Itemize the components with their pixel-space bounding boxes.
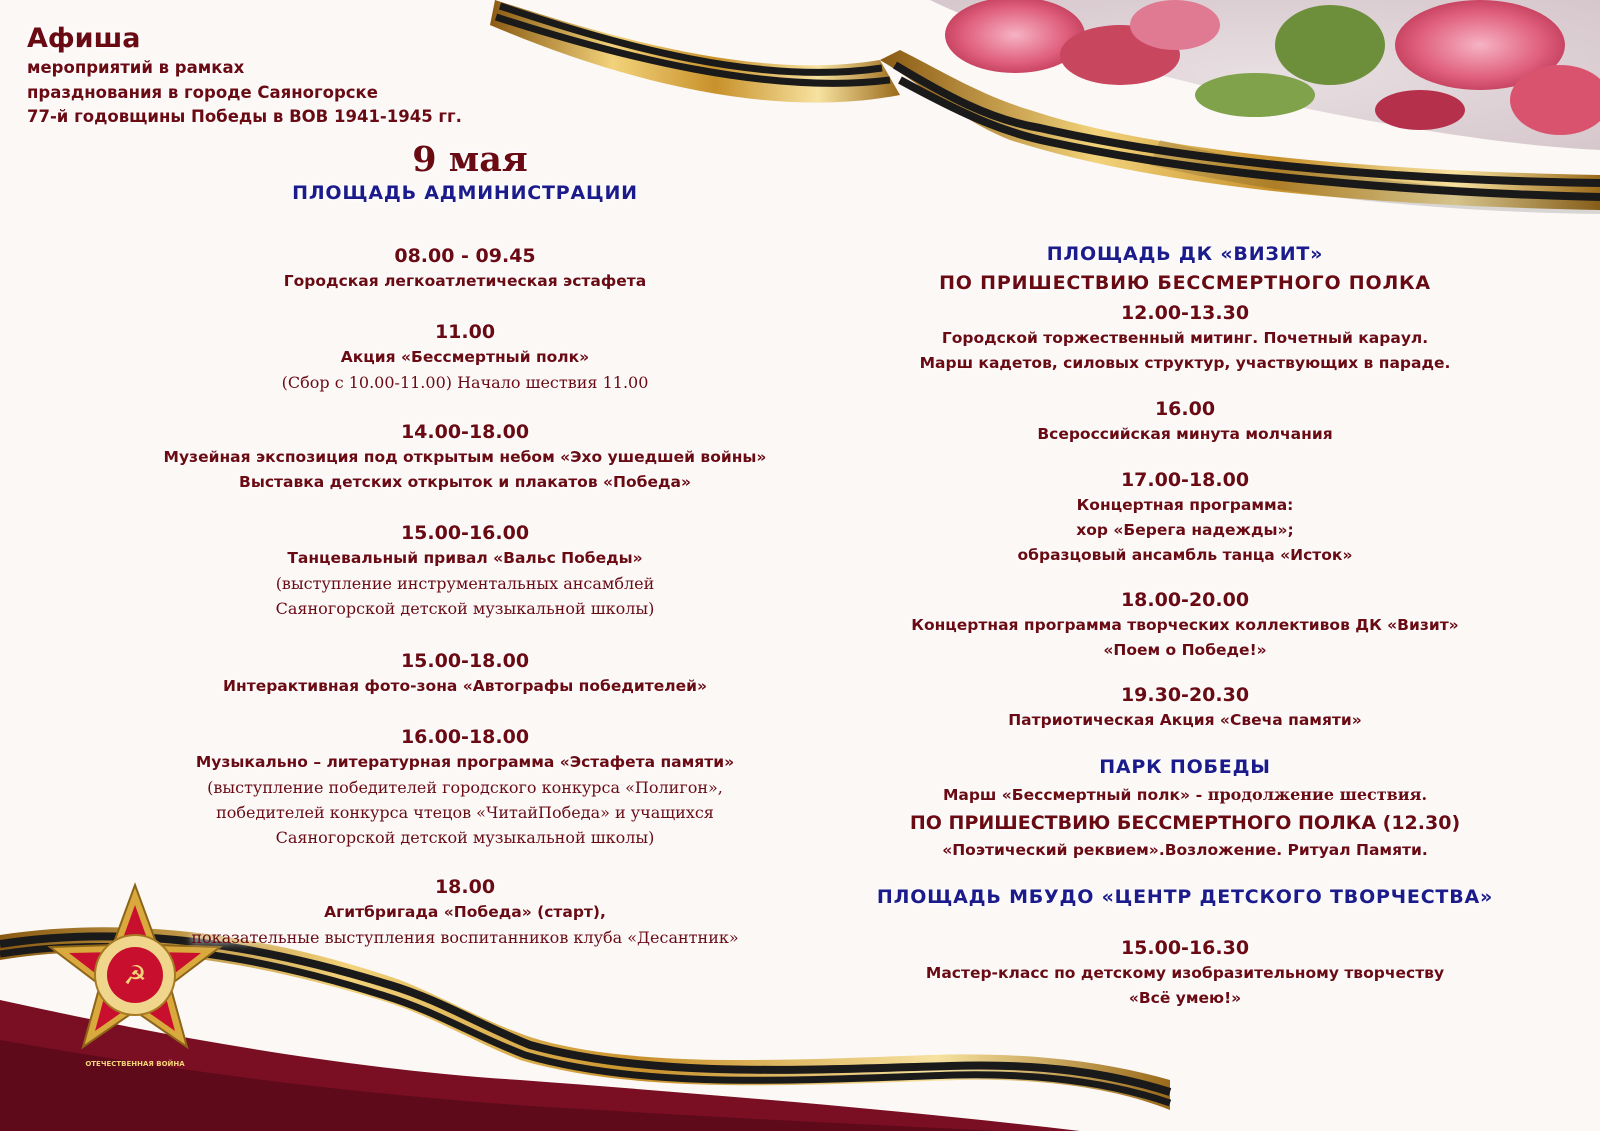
event-date: 9 мая bbox=[412, 139, 528, 180]
event-title: Городская легкоатлетическая эстафета bbox=[283, 272, 647, 290]
event-time: 12.00-13.30 bbox=[1120, 302, 1250, 324]
poster-title: Афиша bbox=[27, 23, 141, 54]
event-note: Саяногорской детской музыкальной школы) bbox=[275, 599, 655, 618]
medal-caption: ОТЕЧЕСТВЕННАЯ ВОЙНА bbox=[85, 1060, 185, 1068]
event-block bbox=[110, 648, 820, 699]
event-title: Музыкально – литературная программа «Эстафета памяти» bbox=[195, 753, 735, 771]
poster-subtitle-line1: мероприятий в рамках bbox=[27, 58, 245, 77]
event-title: «Всё умею!» bbox=[1128, 989, 1242, 1007]
event-title: Музейная экспозиция под открытым небом «Эхо ушедшей войны» bbox=[163, 448, 767, 466]
event-time: 14.00-18.00 bbox=[400, 421, 530, 443]
event-block bbox=[855, 467, 1515, 568]
event-note: Саяногорской детской музыкальной школы) bbox=[275, 828, 655, 847]
event-time: 16.00 bbox=[1154, 398, 1216, 420]
venue-dk-vizit: ПЛОЩАДЬ ДК «ВИЗИТ» bbox=[1046, 243, 1324, 265]
event-time: 15.00-16.00 bbox=[400, 522, 530, 544]
event-title: образцовый ансамбль танца «Исток» bbox=[1017, 546, 1353, 564]
event-note: (Сбор с 10.00-11.00) Начало шествия 11.00 bbox=[281, 373, 649, 392]
event-time: 16.00-18.00 bbox=[400, 726, 530, 748]
event-block bbox=[855, 300, 1515, 376]
event-block bbox=[855, 682, 1515, 733]
event-block bbox=[855, 396, 1515, 447]
event-title: Марш кадетов, силовых структур, участвующих в параде. bbox=[919, 354, 1451, 372]
event-time: 15.00-18.00 bbox=[400, 650, 530, 672]
event-time: 17.00-18.00 bbox=[1120, 469, 1250, 491]
venue-park-pobedy: ПАРК ПОБЕДЫ bbox=[1099, 756, 1271, 778]
event-title: Интерактивная фото-зона «Автографы победителей» bbox=[223, 677, 707, 695]
poster-subtitle-line3: 77-й годовщины Победы в ВОВ 1941-1945 гг. bbox=[27, 107, 462, 126]
event-block bbox=[110, 243, 820, 294]
poster-header bbox=[27, 22, 462, 130]
event-time: 08.00 - 09.45 bbox=[394, 245, 536, 267]
event-title: Всероссийская минута молчания bbox=[1037, 425, 1333, 443]
park-block bbox=[855, 782, 1515, 863]
event-block bbox=[855, 935, 1515, 1011]
venue-dk-vizit-sub: ПО ПРИШЕСТВИЮ БЕССМЕРТНОГО ПОЛКА bbox=[939, 272, 1431, 294]
event-note: (выступление победителей городского конкурса «Полигон», bbox=[207, 778, 723, 797]
event-title: Концертная программа: bbox=[1076, 496, 1294, 514]
event-title: хор «Берега надежды»; bbox=[1076, 521, 1294, 539]
event-block bbox=[855, 587, 1515, 663]
event-time: 18.00-20.00 bbox=[1120, 589, 1250, 611]
svg-text:☭: ☭ bbox=[123, 961, 147, 991]
event-note: показательные выступления воспитанников клуба «Десантник» bbox=[191, 928, 739, 947]
venue-children-center: ПЛОЩАДЬ МБУДО «ЦЕНТР ДЕТСКОГО ТВОРЧЕСТВА» bbox=[876, 886, 1494, 908]
event-title: Патриотическая Акция «Свеча памяти» bbox=[1008, 711, 1362, 729]
event-block bbox=[110, 724, 820, 850]
event-time: 19.30-20.30 bbox=[1120, 684, 1250, 706]
park-procession: ПО ПРИШЕСТВИЮ БЕССМЕРТНОГО ПОЛКА (12.30) bbox=[909, 812, 1461, 834]
park-requiem: «Поэтический реквием».Возложение. Ритуал Памяти. bbox=[942, 841, 1428, 859]
event-title: Акция «Бессмертный полк» bbox=[340, 348, 590, 366]
event-block bbox=[110, 874, 820, 950]
event-block bbox=[110, 520, 820, 621]
event-time: 11.00 bbox=[434, 321, 496, 343]
event-title: «Поем о Победе!» bbox=[1103, 641, 1267, 659]
park-march: Марш «Бессмертный полк» bbox=[942, 786, 1190, 804]
event-note: победителей конкурса чтецов «ЧитайПобеда» и учащихся bbox=[216, 803, 714, 822]
event-title: Концертная программа творческих коллективов ДК «Визит» bbox=[911, 616, 1459, 634]
poster-subtitle-line2: празднования в городе Саяногорске bbox=[27, 82, 378, 102]
event-time: 18.00 bbox=[434, 876, 496, 898]
event-block bbox=[110, 419, 820, 495]
event-time: 15.00-16.30 bbox=[1120, 937, 1250, 959]
park-march-rest: - продолжение шествия. bbox=[1190, 785, 1428, 804]
event-title: Мастер-класс по детскому изобразительному творчеству bbox=[925, 964, 1445, 982]
event-title: Выставка детских открыток и плакатов «Победа» bbox=[239, 473, 691, 491]
event-block bbox=[110, 319, 820, 395]
event-title: Танцевальный привал «Вальс Победы» bbox=[287, 549, 643, 567]
event-title: Агитбригада «Победа» (старт), bbox=[324, 903, 606, 921]
event-note: (выступление инструментальных ансамблей bbox=[275, 574, 655, 593]
venue-administration: ПЛОЩАДЬ АДМИНИСТРАЦИИ bbox=[292, 182, 638, 204]
event-title: Городской торжественный митинг. Почетный караул. bbox=[941, 329, 1429, 347]
